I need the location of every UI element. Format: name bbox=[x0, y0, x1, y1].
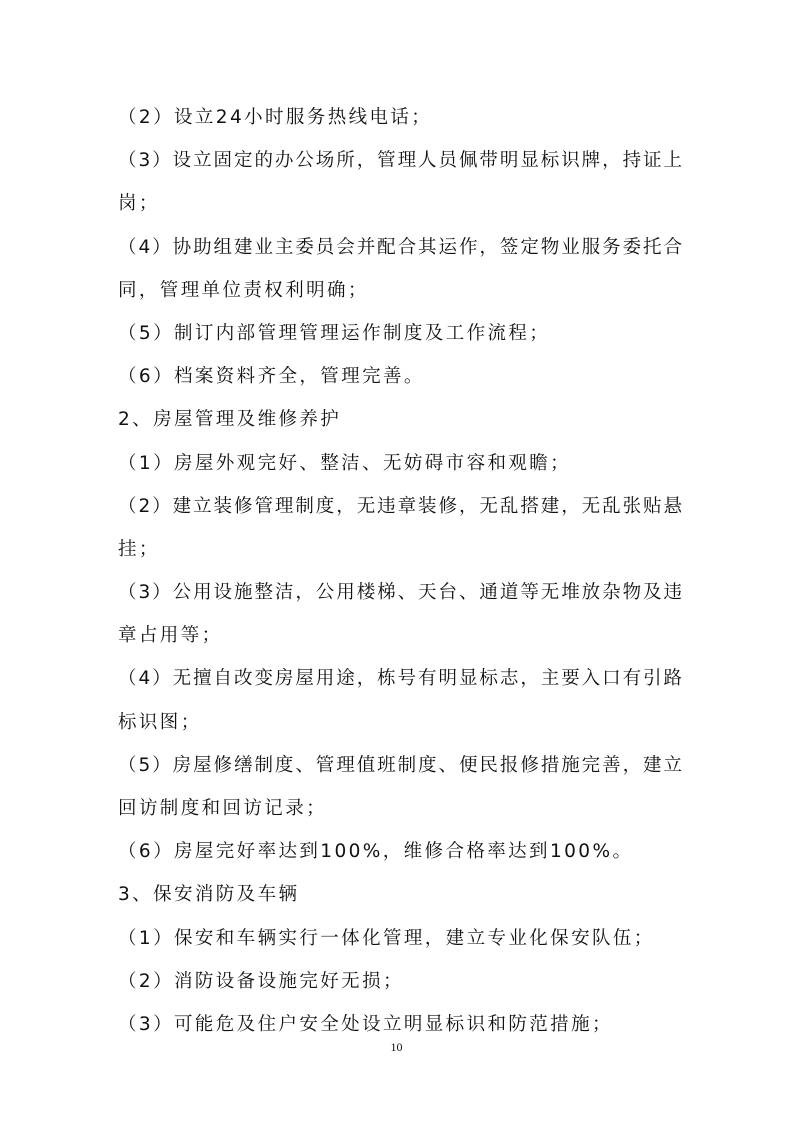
text-line: （4）无擅自改变房屋用途，栋号有明显标志，主要入口有引路 bbox=[118, 668, 682, 690]
text-line: （1）房屋外观完好、整洁、无妨碍市容和观瞻； bbox=[118, 452, 572, 474]
page-number: 10 bbox=[390, 1040, 403, 1054]
text-line: 同，管理单位责权利明确； bbox=[118, 279, 369, 301]
text-line: （1）保安和车辆实行一体化管理，建立专业化保安队伍； bbox=[118, 927, 655, 949]
section-heading: 2、房屋管理及维修养护 bbox=[118, 409, 342, 431]
text-line: 岗； bbox=[118, 193, 160, 215]
text-line: （5）制订内部管理管理运作制度及工作流程； bbox=[118, 322, 551, 344]
section-heading: 3、保安消防及车辆 bbox=[118, 884, 300, 906]
text-line: 章占用等； bbox=[118, 625, 223, 647]
text-line: （2）设立24小时服务热线电话； bbox=[118, 107, 433, 128]
text-line: （3）公用设施整洁，公用楼梯、天台、通道等无堆放杂物及违 bbox=[118, 582, 682, 604]
text-line: （6）房屋完好率达到100%，维修合格率达到100%。 bbox=[118, 841, 634, 863]
text-line: （5）房屋修缮制度、管理值班制度、便民报修措施完善，建立 bbox=[118, 754, 682, 776]
document-body bbox=[118, 96, 682, 1046]
text-line: （4）协助组建业主委员会并配合其运作，签定物业服务委托合 bbox=[118, 236, 682, 258]
text-line: 挂； bbox=[118, 538, 160, 560]
text-line: 标识图； bbox=[118, 711, 202, 733]
text-line: 回访制度和回访记录； bbox=[118, 798, 328, 819]
text-line: （2）建立装修管理制度，无违章装修，无乱搭建，无乱张贴悬 bbox=[118, 495, 682, 517]
text-line: （2）消防设备设施完好无损； bbox=[118, 970, 404, 992]
text-line: （3）可能危及住户安全处设立明显标识和防范措施； bbox=[118, 1013, 613, 1035]
text-line: （6）档案资料齐全，管理完善。 bbox=[118, 366, 425, 388]
text-line: （3）设立固定的办公场所，管理人员佩带明显标识牌，持证上 bbox=[118, 150, 682, 172]
